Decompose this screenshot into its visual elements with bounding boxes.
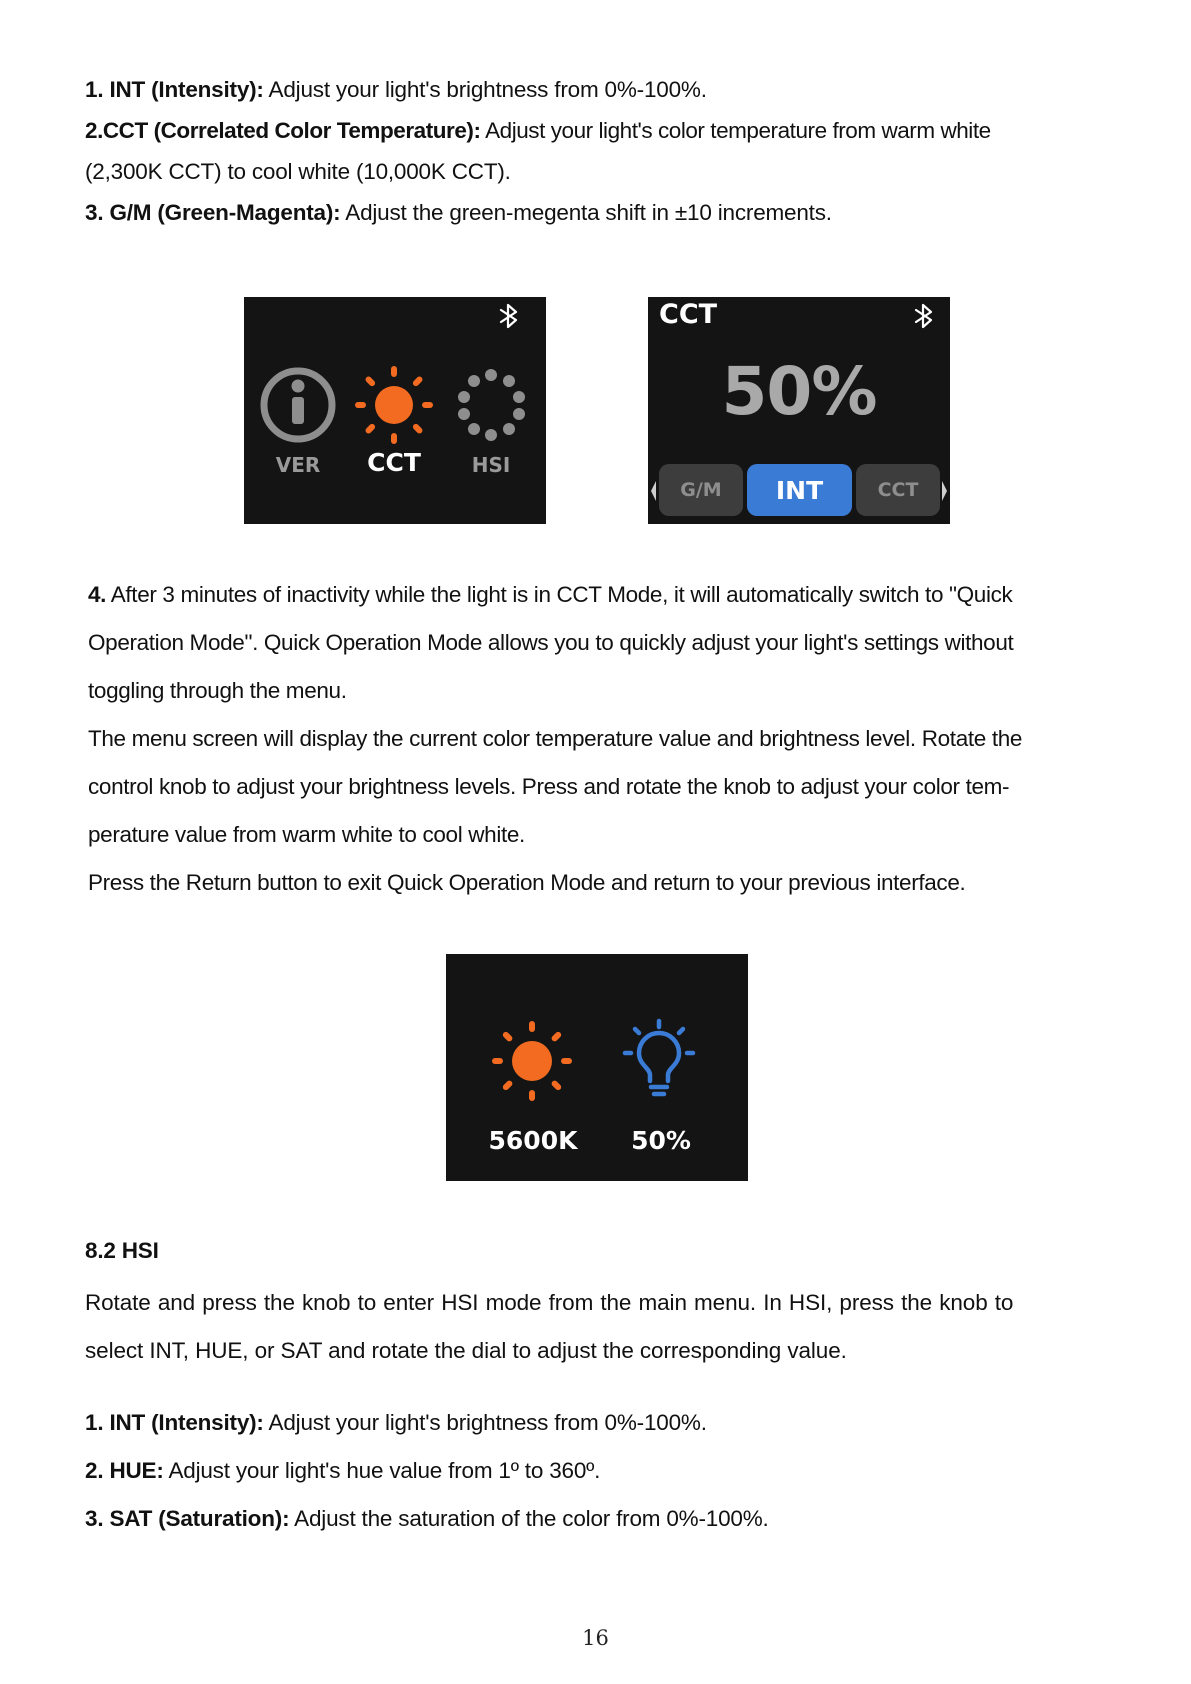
param-term: HUE: — [109, 1458, 164, 1483]
step4-line-6: perature value from warm white to cool white. — [88, 822, 525, 847]
screen-cct — [648, 297, 950, 524]
info-icon — [264, 371, 332, 439]
screen-main-menu — [244, 297, 546, 524]
param-term: CCT (Correlated Color Temperature): — [102, 118, 481, 143]
hsi-intro-line-2: select INT, HUE, or SAT and rotate the dial to adjust the corresponding value. — [85, 1338, 847, 1363]
cct-param-cct-continued — [85, 159, 511, 185]
param-number: 1. — [85, 77, 104, 102]
step4-line-3: toggling through the menu. — [88, 678, 347, 703]
param-number: 1. — [85, 1410, 104, 1435]
param-term: INT (Intensity): — [109, 1410, 264, 1435]
step4-line-7: Press the Return button to exit Quick Operation Mode and return to your previous interface. — [88, 870, 966, 895]
chevron-right-icon — [942, 481, 947, 501]
param-desc: Adjust your light's brightness from 0%-100%. — [268, 1410, 707, 1435]
param-number: 3. — [85, 1506, 104, 1531]
sun-icon — [355, 366, 433, 444]
page-number: 16 — [582, 1626, 609, 1650]
tab-int-label: INT — [775, 476, 824, 505]
tab-gm — [659, 464, 743, 516]
bluetooth-icon — [916, 305, 931, 327]
hsi-intro-line-1: Rotate and press the knob to enter HSI mode from the main menu. In HSI, press the knob to — [85, 1290, 1014, 1315]
screen-quick-operation — [446, 954, 748, 1181]
screen-cct-title: CCT — [659, 299, 718, 330]
param-desc: Adjust your light's hue value from 1º to 360º. — [168, 1458, 601, 1483]
step-number: 4. — [88, 582, 107, 607]
menu-label-hsi: HSI — [471, 453, 511, 477]
tab-cct-label: CCT — [877, 479, 919, 501]
tab-int-active — [747, 464, 852, 516]
section-heading-hsi: 8.2 HSI — [85, 1238, 159, 1263]
cct-param-gm — [85, 200, 832, 226]
hsi-param-int — [85, 1410, 707, 1436]
bluetooth-icon — [501, 305, 516, 327]
cct-param-int — [85, 77, 707, 103]
tab-gm-label: G/M — [680, 479, 722, 501]
hsi-param-hue — [85, 1458, 600, 1484]
cct-param-cct — [85, 118, 991, 144]
param-number: 2. — [85, 1458, 104, 1483]
quick-brightness-label: 50% — [631, 1126, 691, 1155]
param-number: 3. — [85, 200, 104, 225]
param-term: SAT (Saturation): — [109, 1506, 290, 1531]
tab-cct — [856, 464, 940, 516]
param-term: G/M (Green-Magenta): — [109, 200, 341, 225]
menu-label-ver: VER — [275, 453, 321, 477]
step4-line-5: control knob to adjust your brightness levels. Press and rotate the knob to adjust your color tem- — [88, 774, 1010, 799]
param-term: INT (Intensity): — [109, 77, 264, 102]
param-number: 2. — [85, 118, 103, 143]
screen-cct-value: 50% — [721, 353, 877, 430]
step-text: After 3 minutes of inactivity while the light is in CCT Mode, it will automatically switch to "Quick — [110, 582, 1013, 607]
step4-line-1 — [88, 582, 1012, 608]
menu-label-cct: CCT — [367, 448, 421, 477]
step4-line-4: The menu screen will display the current color temperature value and brightness level. Rotate the — [88, 726, 1023, 751]
param-desc: Adjust the saturation of the color from 0%-100%. — [294, 1506, 769, 1531]
param-desc: Adjust your light's brightness from 0%-100%. — [268, 77, 707, 102]
dotted-ring-icon — [458, 369, 525, 441]
param-desc: Adjust your light's color temperature from warm white — [485, 118, 991, 143]
chevron-left-icon — [651, 481, 656, 501]
quick-temp-label: 5600K — [488, 1126, 578, 1155]
sun-icon — [492, 1021, 572, 1101]
param-desc: Adjust the green-megenta shift in ±10 increments. — [345, 200, 832, 225]
light-bulb-icon — [625, 1021, 693, 1094]
hsi-param-sat — [85, 1506, 769, 1532]
param-desc: (2,300K CCT) to cool white (10,000K CCT). — [85, 159, 511, 184]
step4-line-2: Operation Mode". Quick Operation Mode allows you to quickly adjust your light's settings without — [88, 630, 1014, 655]
